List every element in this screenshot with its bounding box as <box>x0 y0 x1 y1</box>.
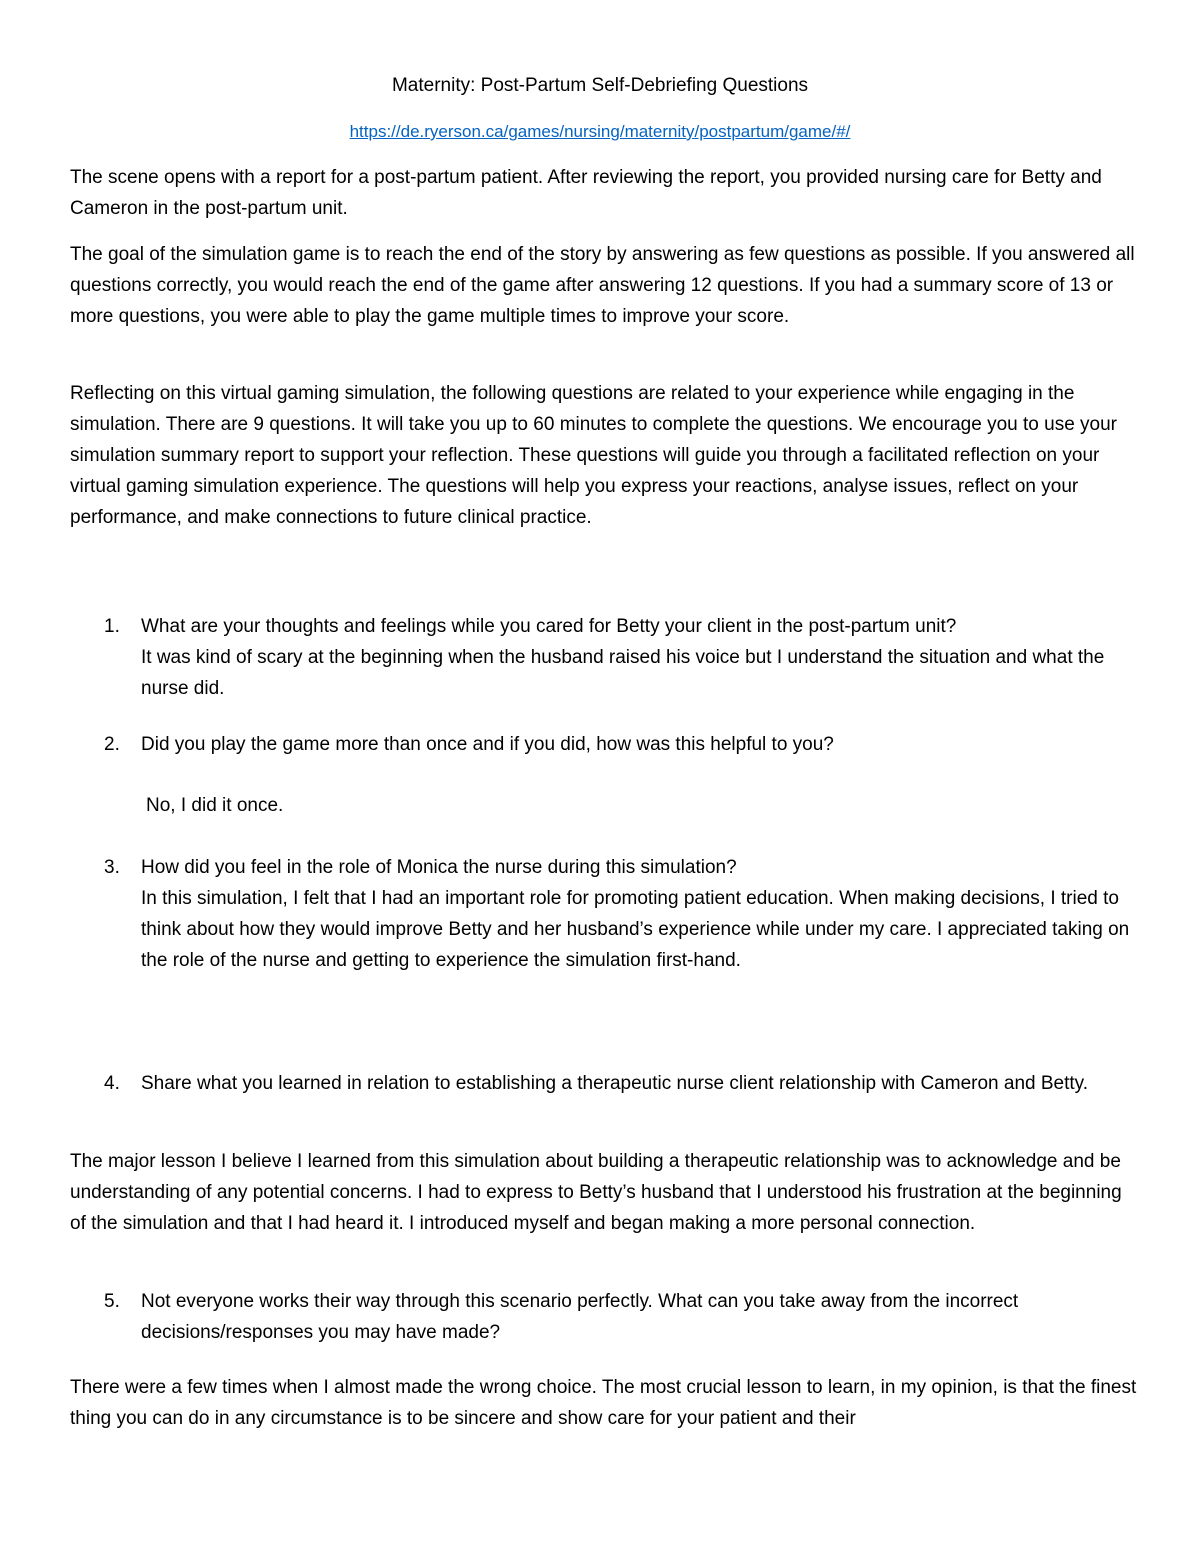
question-4 <box>104 1068 1140 1099</box>
question-1 <box>104 611 1140 704</box>
answer-2-text: No, I did it once. <box>146 795 284 816</box>
answer-text: It was kind of scary at the beginning when the husband raised his voice but I understand the situation and what the nurse did. <box>141 647 1105 699</box>
question-number: 2. <box>104 734 120 755</box>
question-text: How did you feel in the role of Monica the nurse during this simulation? <box>141 857 737 878</box>
question-5 <box>104 1286 1140 1348</box>
answer-5-text: There were a few times when I almost made the wrong choice. The most crucial lesson to learn, in my opinion, is that the finest thing you can do in any circumstance is to be sincere and show care for your patient and their <box>70 1377 1137 1429</box>
intro-paragraph-1: The scene opens with a report for a post-partum patient. After reviewing the report, you provided nursing care for Betty and Cameron in the post-partum unit. <box>70 167 1102 219</box>
intro-paragraph-2: The goal of the simulation game is to reach the end of the story by answering as few questions as possible. If you answered all questions correctly, you would reach the end of the game after answering 12 questions. If you had a summary score of 13 or more questions, you were able to play the game multiple times to improve your score. <box>70 244 1135 327</box>
question-text: Did you play the game more than once and if you did, how was this helpful to you? <box>141 734 834 755</box>
answer-4-text: The major lesson I believe I learned from this simulation about building a therapeutic relationship was to acknowledge and be understanding of any potential concerns. I had to express to Betty’s husband that I understood his frustration at the beginning of the simulation and that I had heard it. I introduced myself and began making a more personal connection. <box>70 1151 1122 1234</box>
question-number: 4. <box>104 1073 120 1094</box>
question-number: 1. <box>104 616 120 637</box>
answer-text: In this simulation, I felt that I had an important role for promoting patient education. When making decisions, I tried to think about how they would improve Betty and her husband’s experience while under my care. I appreciated taking on the role of the nurse and getting to experience the simulation first-hand. <box>141 888 1130 971</box>
question-number: 5. <box>104 1291 120 1312</box>
question-2 <box>104 729 1140 760</box>
question-number: 3. <box>104 857 120 878</box>
game-link[interactable]: https://de.ryerson.ca/games/nursing/maternity/postpartum/game/#/ <box>349 122 851 141</box>
question-text: Share what you learned in relation to establishing a therapeutic nurse client relationship with Cameron and Betty. <box>141 1073 1089 1094</box>
intro-paragraph-3: Reflecting on this virtual gaming simulation, the following questions are related to your experience while engaging in the simulation. There are 9 questions. It will take you up to 60 minutes to complete the questions. We encourage you to use your simulation summary report to support your reflection. These questions will guide you through a facilitated reflection on your virtual gaming simulation experience. The questions will help you express your reactions, analyse issues, reflect on your performance, and make connections to future clinical practice. <box>70 383 1118 528</box>
document-title: Maternity: Post-Partum Self-Debriefing Questions <box>391 75 809 96</box>
question-3 <box>104 852 1140 976</box>
question-text: What are your thoughts and feelings while you cared for Betty your client in the post-partum unit? <box>141 616 957 637</box>
question-text: Not everyone works their way through this scenario perfectly. What can you take away from the incorrect decisions/responses you may have made? <box>141 1291 1019 1343</box>
